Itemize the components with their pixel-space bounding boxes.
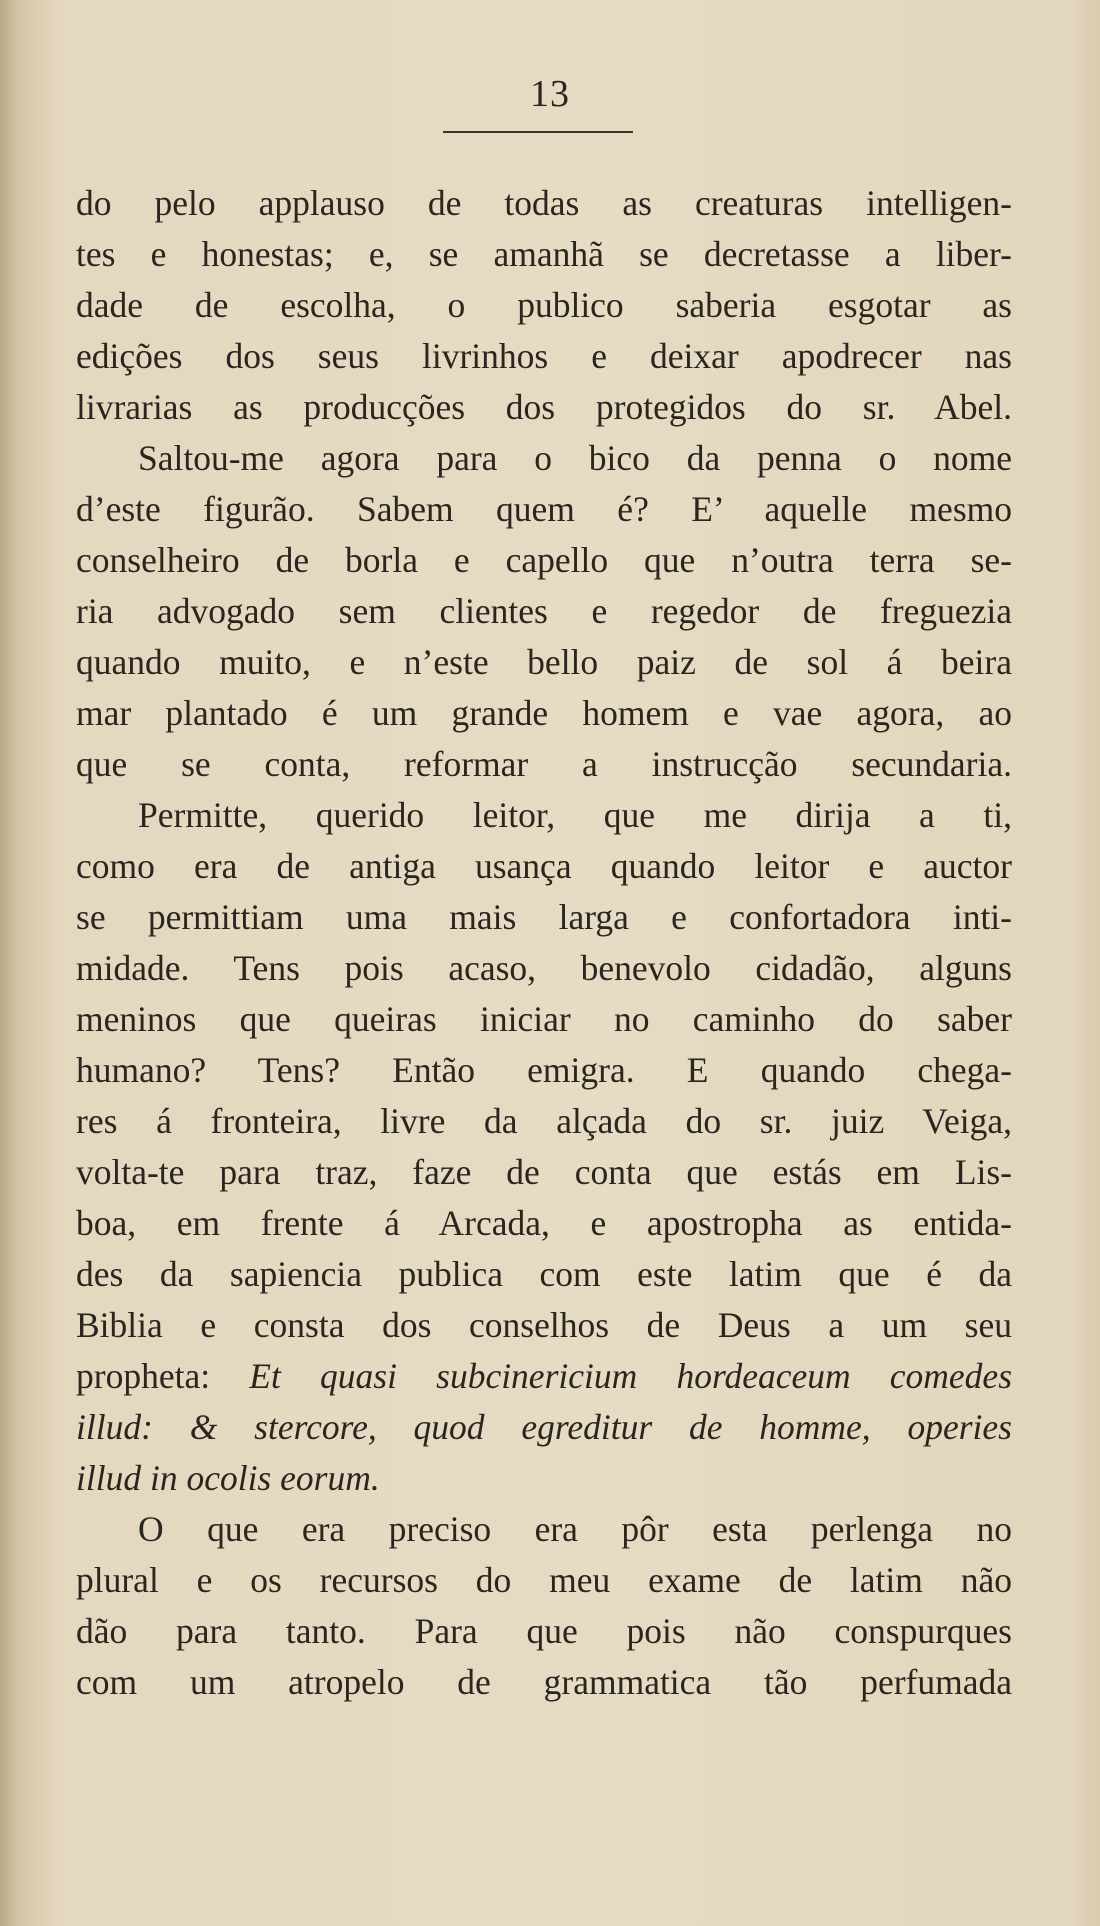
text-line: meninos que queiras iniciar no caminho do saber: [76, 999, 1012, 1039]
text-line: tes e honestas; e, se amanhã se decretasse a liber-: [76, 234, 1012, 274]
text-line-mixed: [76, 1351, 1012, 1402]
text-line-italic: illud: & stercore, quod egreditur de homme, operies: [76, 1407, 1012, 1447]
text-line: dade de escolha, o publico saberia esgotar as: [76, 285, 1012, 325]
text-line: volta-te para traz, faze de conta que estás em Lis-: [76, 1152, 1012, 1192]
text-line: des da sapiencia publica com este latim que é da: [76, 1254, 1012, 1294]
text-line-roman-part: propheta:: [76, 1356, 250, 1396]
body-text: [76, 178, 1012, 1708]
text-line: humano? Tens? Então emigra. E quando chega-: [76, 1050, 1012, 1090]
page-number: 13: [530, 73, 570, 115]
text-line: quando muito, e n’este bello paiz de sol á beira: [76, 642, 1012, 682]
text-line-italic: illud in ocolis eorum.: [76, 1458, 380, 1498]
text-line: boa, em frente á Arcada, e apostropha as entida-: [76, 1203, 1012, 1243]
text-line: midade. Tens pois acaso, benevolo cidadão, alguns: [76, 948, 1012, 988]
text-line: com um atropelo de grammatica tão perfumada: [76, 1662, 1012, 1702]
text-line: d’este figurão. Sabem quem é? E’ aquelle mesmo: [76, 489, 1012, 529]
text-line: Biblia e consta dos conselhos de Deus a um seu: [76, 1305, 1012, 1345]
text-line: conselheiro de borla e capello que n’outra terra se-: [76, 540, 1012, 580]
header-rule: [443, 131, 633, 133]
text-line: que se conta, reformar a instrucção secundaria.: [76, 744, 1012, 784]
text-line: Permitte, querido leitor, que me dirija a ti,: [138, 795, 1012, 835]
text-line-italic-part: Et quasi subcinericium hordeaceum comedes: [249, 1356, 1012, 1396]
text-line: dão para tanto. Para que pois não conspurques: [76, 1611, 1012, 1651]
text-line: livrarias as producções dos protegidos do sr. Abel.: [76, 387, 1012, 427]
text-line: O que era preciso era pôr esta perlenga no: [138, 1509, 1012, 1549]
text-line: como era de antiga usança quando leitor e auctor: [76, 846, 1012, 886]
text-line: se permittiam uma mais larga e confortadora inti-: [76, 897, 1012, 937]
text-line: do pelo applauso de todas as creaturas intelligen-: [76, 183, 1012, 223]
text-line: Saltou-me agora para o bico da penna o nome: [138, 438, 1012, 478]
text-line: ria advogado sem clientes e regedor de freguezia: [76, 591, 1012, 631]
text-line: res á fronteira, livre da alçada do sr. juiz Veiga,: [76, 1101, 1012, 1141]
text-line: edições dos seus livrinhos e deixar apodrecer nas: [76, 336, 1012, 376]
text-line: mar plantado é um grande homem e vae agora, ao: [76, 693, 1012, 733]
text-line: plural e os recursos do meu exame de latim não: [76, 1560, 1012, 1600]
